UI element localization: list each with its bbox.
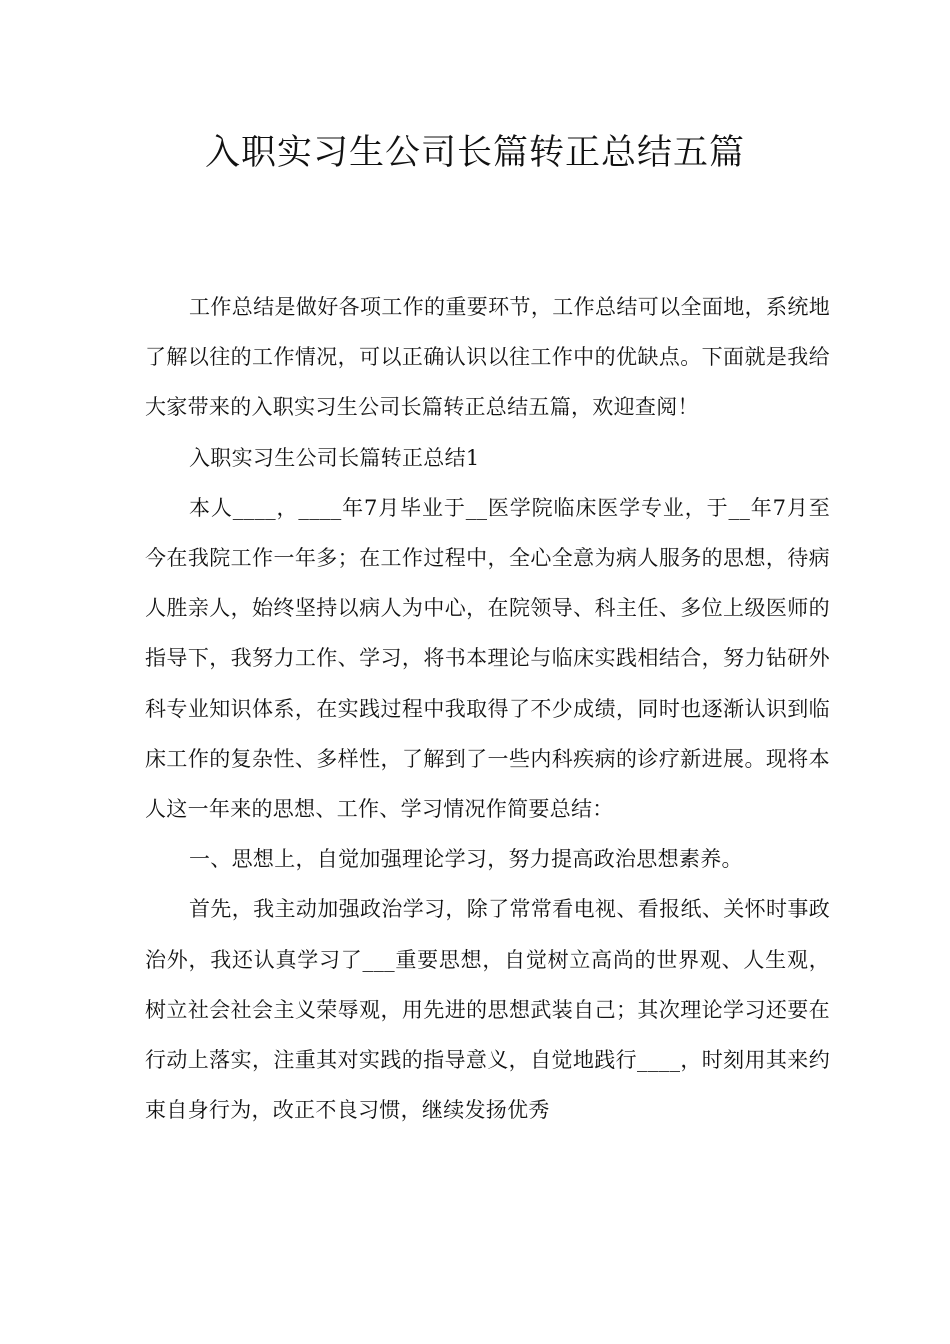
body-paragraph: 本人____，____年7月毕业于__医学院临床医学专业，于__年7月至今在我院工作一年多；在工作过程中，全心全意为病人服务的思想，待病人胜亲人，始终坚持以病人为中心，在院领导、科主任、多位上级医师的指导下，我努力工作、学习，将书本理论与临床实践相结合，努力钻研外科专业知识体系，在实践过程中我取得了不少成绩，同时也逐渐认识到临床工作的复杂性、多样性，了解到了一些内科疾病的诊疗新进展。现将本人这一年来的思想、工作、学习情况作简要总结： <box>145 495 830 822</box>
body-paragraph: 首先，我主动加强政治学习，除了常常看电视、看报纸、关怀时事政治外，我还认真学习了___重要思想，自觉树立高尚的世界观、人生观，树立社会社会主义荣辱观，用先进的思想武装自己；其次理论学习还要在行动上落实，注重其对实践的指导意义，自觉地践行____，时刻用其来约束自身行为，改正不良习惯，继续发扬优秀 <box>145 897 830 1123</box>
intro-paragraph: 工作总结是做好各项工作的重要环节，工作总结可以全面地，系统地了解以往的工作情况，可以正确认识以往工作中的优缺点。下面就是我给大家带来的入职实习生公司长篇转正总结五篇，欢迎查阅！ <box>145 295 830 420</box>
document-body <box>145 282 830 1135</box>
document-title: 入职实习生公司长篇转正总结五篇 <box>204 133 745 173</box>
subsection-heading: 一、思想上，自觉加强理论学习，努力提高政治思想素养。 <box>189 847 743 872</box>
section-heading: 入职实习生公司长篇转正总结1 <box>189 445 480 470</box>
